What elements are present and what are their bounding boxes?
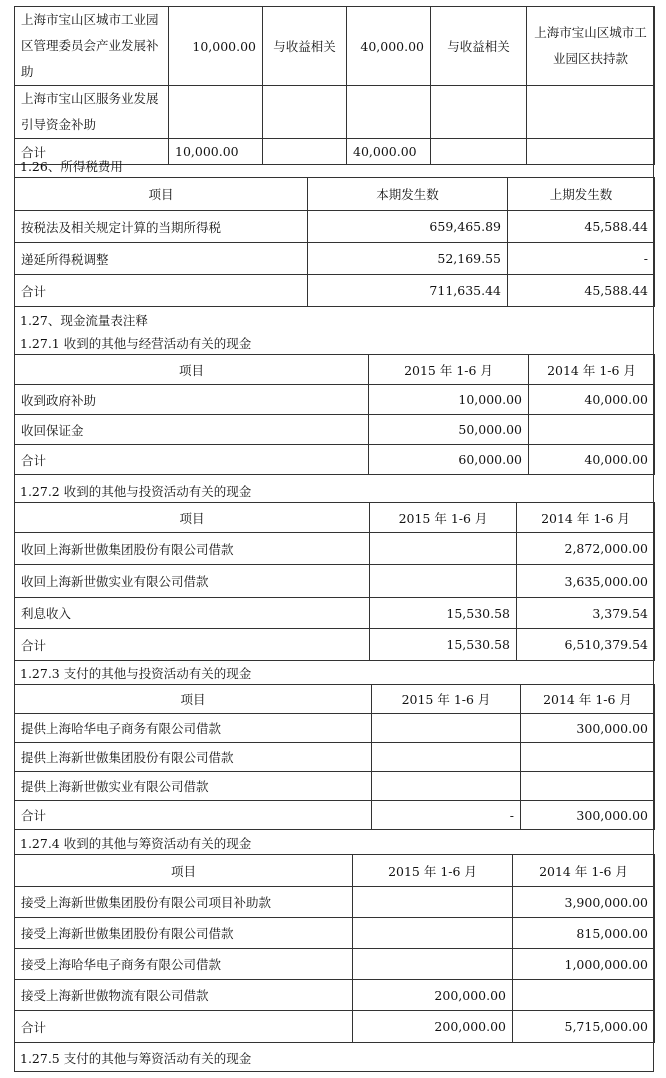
table-row [15,533,655,565]
row-value: 659,465.89 [308,211,508,243]
grant-current-amount: 10,000.00 [169,139,263,165]
column-header: 2014 年 1-6 月 [517,503,655,533]
row-value: 3,900,000.00 [513,887,655,918]
table-row [15,887,655,918]
financing-receipts-table [14,854,655,1043]
row-value: 711,635.44 [308,275,508,307]
table-header-row [15,178,655,211]
table-row [15,385,655,415]
row-value [353,949,513,980]
investing-receipts-table [14,502,655,661]
row-label: 收回保证金 [15,415,369,445]
section-heading-1-27-5: 1.27.5 支付的其他与筹资活动有关的现金 [20,1051,252,1066]
section-heading-1-27-2: 1.27.2 收到的其他与投资活动有关的现金 [20,484,252,499]
row-label: 提供上海新世傲集团股份有限公司借款 [15,743,372,772]
column-header: 项目 [15,178,308,211]
row-value: 815,000.00 [513,918,655,949]
table-row [15,415,655,445]
table-row [15,275,655,307]
row-value: 45,588.44 [508,211,655,243]
column-header: 2015 年 1-6 月 [372,685,521,714]
row-value: 200,000.00 [353,980,513,1011]
section-heading-1-27-1: 1.27.1 收到的其他与经营活动有关的现金 [20,336,252,351]
row-label: 提供上海哈华电子商务有限公司借款 [15,714,372,743]
row-value: 6,510,379.54 [517,629,655,661]
row-label: 收到政府补助 [15,385,369,415]
table-row [15,629,655,661]
column-header: 2014 年 1-6 月 [529,355,655,385]
row-value: - [508,243,655,275]
row-label: 合计 [15,629,370,661]
row-label: 接受上海新世傲集团股份有限公司项目补助款 [15,887,353,918]
row-value: 60,000.00 [369,445,529,475]
table-row [15,565,655,598]
grant-current-type [263,139,347,165]
row-value [513,980,655,1011]
grant-current-type [263,86,347,139]
row-value: 10,000.00 [369,385,529,415]
row-value [353,887,513,918]
grant-name: 合计 [15,139,169,165]
row-value: 45,588.44 [508,275,655,307]
income-tax-table [14,177,655,307]
table-header-row [15,503,655,533]
row-value [521,743,655,772]
row-label: 收回上海新世傲实业有限公司借款 [15,565,370,598]
grant-prior-amount [347,86,431,139]
column-header: 上期发生数 [508,178,655,211]
row-value: 3,379.54 [517,598,655,629]
column-header: 2014 年 1-6 月 [513,855,655,887]
grant-prior-amount: 40,000.00 [347,139,431,165]
row-value: 3,635,000.00 [517,565,655,598]
table-row [15,801,655,830]
row-value [370,565,517,598]
row-value: 15,530.58 [370,629,517,661]
table-row [15,598,655,629]
grant-name: 上海市宝山区城市工业园区管理委员会产业发展补助 [15,7,169,86]
row-label: 利息收入 [15,598,370,629]
grant-current-amount: 10,000.00 [169,7,263,86]
row-label: 按税法及相关规定计算的当期所得税 [15,211,308,243]
table-header-row [15,355,655,385]
row-label: 合计 [15,1011,353,1043]
row-value: 200,000.00 [353,1011,513,1043]
investing-payments-table [14,684,655,830]
table-row [15,772,655,801]
column-header: 项目 [15,355,369,385]
row-value: 300,000.00 [521,714,655,743]
row-value [372,743,521,772]
row-value: 300,000.00 [521,801,655,830]
section-heading-1-26: 1.26、所得税费用 [20,159,123,174]
row-value: 5,715,000.00 [513,1011,655,1043]
row-value: 52,169.55 [308,243,508,275]
table-row [15,445,655,475]
row-value: 1,000,000.00 [513,949,655,980]
row-value: - [372,801,521,830]
section-heading-1-27-3: 1.27.3 支付的其他与投资活动有关的现金 [20,666,252,681]
row-value: 50,000.00 [369,415,529,445]
column-header: 2015 年 1-6 月 [369,355,529,385]
row-value: 40,000.00 [529,445,655,475]
row-value [370,533,517,565]
row-label: 收回上海新世傲集团股份有限公司借款 [15,533,370,565]
section-heading-1-27-4: 1.27.4 收到的其他与筹资活动有关的现金 [20,836,252,851]
operating-cash-table [14,354,655,475]
grant-prior-type: 与收益相关 [431,7,527,86]
table-row [15,243,655,275]
row-value: 40,000.00 [529,385,655,415]
table-row [15,86,655,139]
column-header: 项目 [15,855,353,887]
grant-prior-type [431,86,527,139]
row-value [353,918,513,949]
grant-prior-type [431,139,527,165]
table-row [15,980,655,1011]
column-header: 项目 [15,685,372,714]
row-value [521,772,655,801]
table-row [15,1011,655,1043]
grant-note: 上海市宝山区城市工业园区扶持款 [527,7,655,86]
grant-current-amount [169,86,263,139]
column-header: 2015 年 1-6 月 [370,503,517,533]
table-row [15,7,655,86]
grant-table [14,6,655,165]
row-value: 15,530.58 [370,598,517,629]
row-label: 合计 [15,801,372,830]
column-header: 项目 [15,503,370,533]
table-row [15,949,655,980]
grant-note [527,139,655,165]
table-row [15,918,655,949]
column-header: 2015 年 1-6 月 [353,855,513,887]
grant-current-type: 与收益相关 [263,7,347,86]
table-row [15,714,655,743]
row-label: 合计 [15,275,308,307]
section-heading-1-27: 1.27、现金流量表注释 [20,313,148,328]
table-row [15,211,655,243]
grant-name: 上海市宝山区服务业发展引导资金补助 [15,86,169,139]
row-value [372,772,521,801]
row-value [529,415,655,445]
row-label: 接受上海哈华电子商务有限公司借款 [15,949,353,980]
table-row [15,743,655,772]
row-label: 接受上海新世傲集团股份有限公司借款 [15,918,353,949]
row-value: 2,872,000.00 [517,533,655,565]
row-label: 合计 [15,445,369,475]
row-value [372,714,521,743]
column-header: 本期发生数 [308,178,508,211]
column-header: 2014 年 1-6 月 [521,685,655,714]
row-label: 递延所得税调整 [15,243,308,275]
grant-prior-amount: 40,000.00 [347,7,431,86]
table-header-row [15,855,655,887]
row-label: 提供上海新世傲实业有限公司借款 [15,772,372,801]
grant-note [527,86,655,139]
row-label: 接受上海新世傲物流有限公司借款 [15,980,353,1011]
table-header-row [15,685,655,714]
